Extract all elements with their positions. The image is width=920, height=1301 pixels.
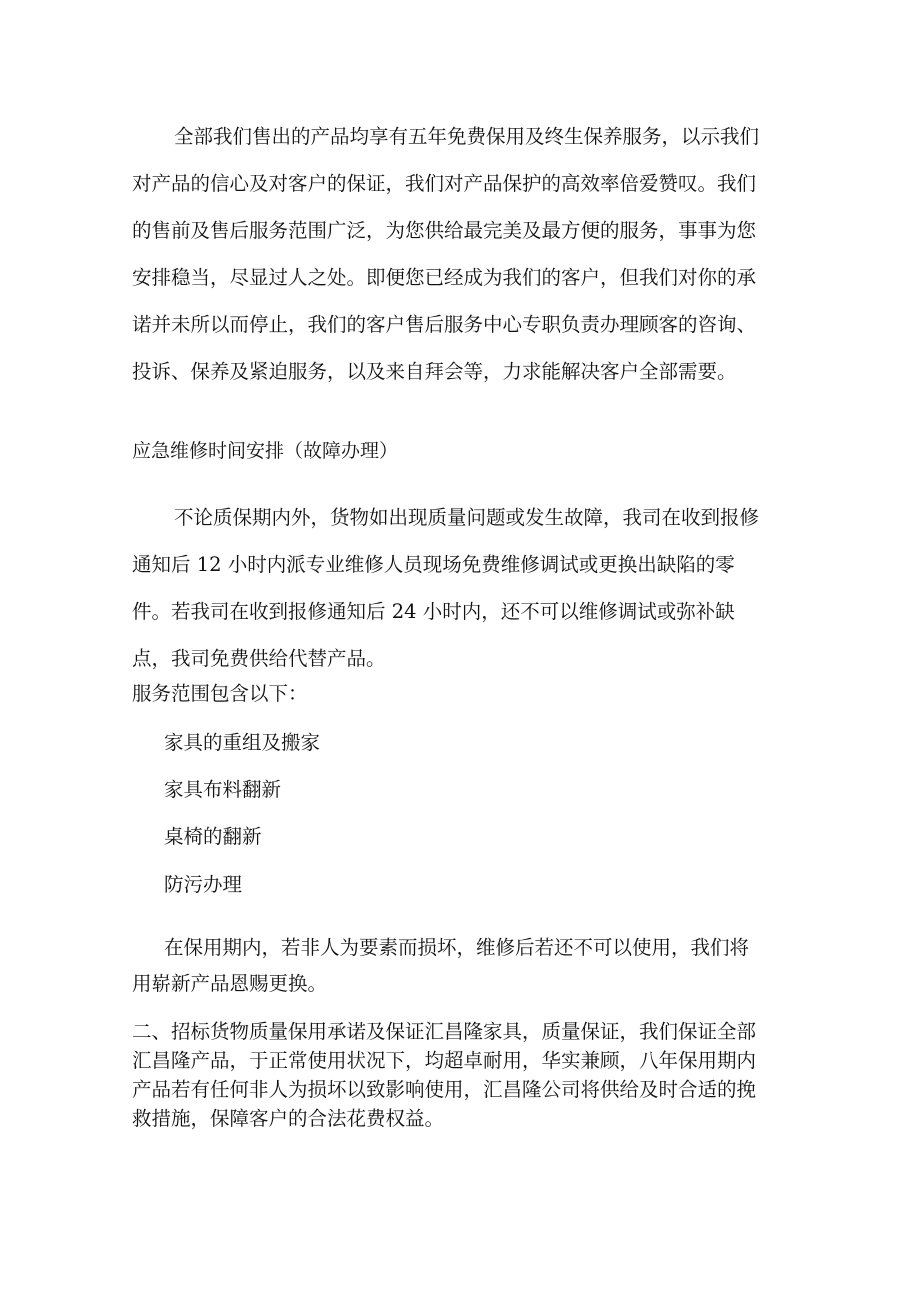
section-heading-emergency-repair: 应急维修时间安排（故障办理）	[132, 440, 399, 462]
service-scope-item: 防污办理	[164, 873, 243, 896]
text-line: 通知后 12 小时内派专业维修人员现场免费维修调试或更换出缺陷的零	[132, 553, 735, 576]
text-line: 诺并未所以而停止，我们的客户售后服务中心专职负责办理顾客的咨询、	[132, 313, 757, 336]
text-line: 安排稳当，尽显过人之处。即便您已经成为我们的客户，但我们对你的承	[132, 266, 757, 289]
text-line: 在保用期内，若非人为要素而损坏，维修后若还不可以使用，我们将	[164, 936, 750, 959]
text-line: 对产品的信心及对客户的保证，我们对产品保护的高效率倍爱赞叹。我们	[132, 172, 757, 195]
service-scope-title: 服务范围包含以下：	[132, 682, 308, 705]
service-scope-item: 桌椅的翻新	[164, 825, 262, 848]
text-line: 救措施，保障客户的合法花费权益。	[132, 1107, 445, 1130]
text-line: 不论质保期内外，货物如出现质量问题或发生故障，我司在收到报修	[174, 506, 760, 529]
paragraph-repair-response	[132, 494, 782, 682]
paragraph-replacement-policy	[132, 930, 782, 1002]
service-scope-item: 家具的重组及搬家	[164, 731, 321, 754]
text-line: 点，我司免费供给代替产品。	[132, 647, 386, 670]
text-line: 汇昌隆产品，于正常使用状况下，均超卓耐用，华实兼顾，八年保用期内	[132, 1049, 757, 1072]
text-line: 用崭新产品恩赐更换。	[132, 972, 328, 995]
text-line: 全部我们售出的产品均享有五年免费保用及终生保养服务，以示我们	[174, 125, 760, 148]
text-line: 的售前及售后服务范围广泛，为您供给最完美及最方便的服务，事事为您	[132, 219, 757, 242]
text-line: 投诉、保养及紧迫服务，以及来自拜会等，力求能解决客户全部需要。	[132, 360, 737, 383]
paragraph-warranty-intro	[132, 113, 782, 395]
text-line: 件。若我司在收到报修通知后 24 小时内，还不可以维修调试或弥补缺	[132, 600, 735, 623]
paragraph-quality-guarantee	[132, 1017, 782, 1133]
text-line: 产品若有任何非人为损坏以致影响使用，汇昌隆公司将供给及时合适的挽	[132, 1078, 757, 1101]
service-scope-item: 家具布料翻新	[164, 778, 282, 801]
text-line: 二、招标货物质量保用承诺及保证汇昌隆家具，质量保证，我们保证全部	[132, 1020, 757, 1043]
